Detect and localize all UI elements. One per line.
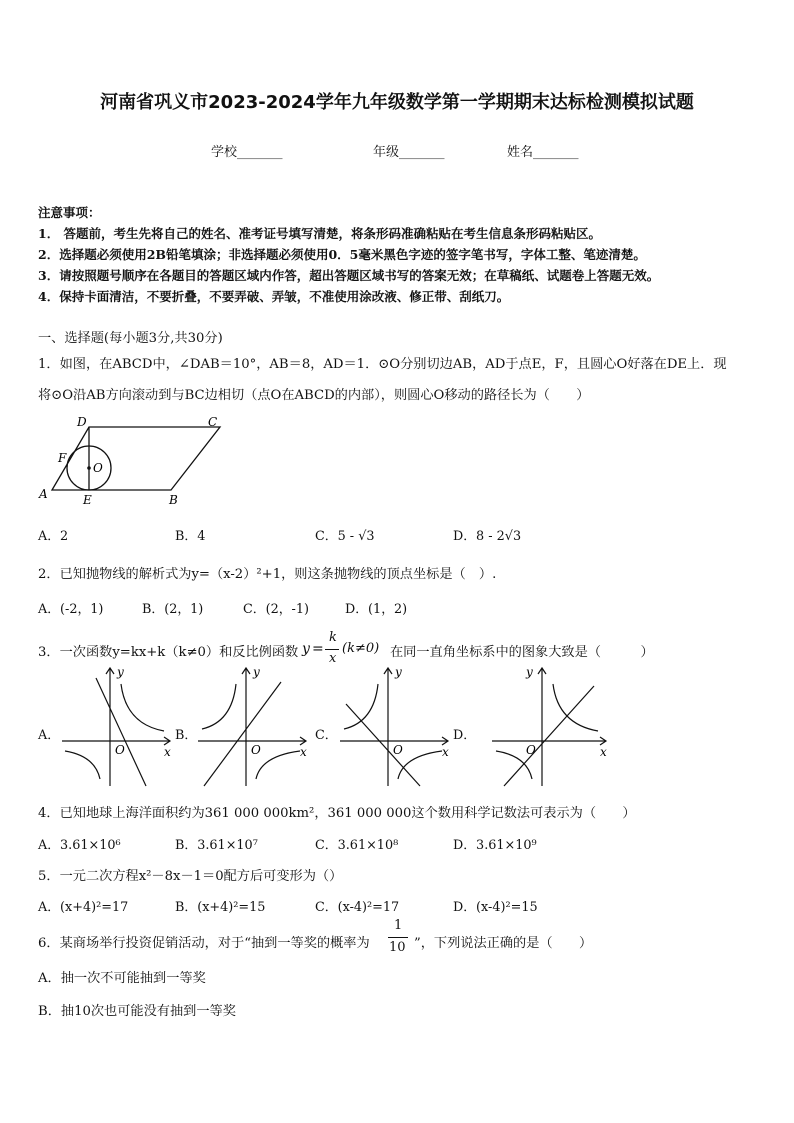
hyperbola-branch — [344, 684, 378, 729]
q2-option-a: A．(-2，1) — [38, 602, 104, 617]
linear-function-line — [346, 704, 420, 786]
y-label: y — [395, 665, 402, 679]
linear-function-line — [204, 682, 281, 786]
linear-function-line — [504, 686, 594, 786]
q5-option-c: C．(x-4)²=17 — [315, 900, 400, 915]
q1-option-d: D．8 - 2√3 — [453, 529, 522, 544]
fraction-bar — [388, 937, 408, 938]
y-label: y — [526, 665, 533, 679]
origin-label: O — [526, 743, 536, 757]
q3-graph-a — [60, 664, 175, 789]
q2-option-c: C．(2，-1) — [243, 602, 309, 617]
q4-option-a: A．3.61×10⁶ — [38, 838, 121, 853]
hyperbola-branch — [65, 751, 100, 779]
q6-fraction — [386, 918, 412, 960]
name-field: 姓名_______ — [507, 145, 579, 160]
section-heading: 一、选择题(每小题3分,共30分) — [38, 331, 223, 346]
y-label: y — [117, 665, 124, 679]
school-field: 学校_______ — [211, 145, 283, 160]
hyperbola-branch — [202, 684, 236, 729]
q5-stem: 5．一元二次方程x²－8x－1＝0配方后可变形为（） — [38, 869, 343, 884]
q5-option-a: A．(x+4)²=17 — [38, 900, 129, 915]
q6-stem-b: ”，下列说法正确的是（ ） — [414, 936, 593, 951]
origin-label: O — [393, 743, 403, 757]
formula-equals: = — [312, 641, 324, 657]
q1-parallelogram-figure — [30, 412, 240, 512]
notice-heading: 注意事项： — [38, 205, 101, 220]
page-title: 河南省巩义市2023-2024学年九年级数学第一学期期末达标检测模拟试题 — [100, 92, 694, 113]
q1-option-a: A．2 — [38, 529, 69, 544]
q3-stem-b: 在同一直角坐标系中的图象大致是（ ） — [390, 645, 654, 660]
fraction-denominator: 10 — [389, 940, 406, 955]
hyperbola-branch — [121, 684, 164, 731]
q3-graph-d — [490, 664, 610, 789]
q4-option-b: B．3.61×10⁷ — [175, 838, 258, 853]
origin-label: O — [251, 743, 261, 757]
formula-numerator: k — [329, 630, 337, 645]
label-o: O — [93, 461, 103, 475]
notice-item: 1． 答题前，考生先将自己的姓名、准考证号填写清楚，将条形码准确粘贴在考生信息条形码粘贴区。 — [38, 226, 602, 241]
q3-option-a-label: A． — [38, 728, 61, 743]
q3-option-b-label: B． — [175, 728, 198, 743]
formula-denominator: x — [329, 651, 337, 666]
x-label: x — [164, 745, 171, 759]
fraction-numerator: 1 — [394, 918, 403, 933]
notice-item: 3．请按照题号顺序在各题目的答题区域内作答，超出答题区域书写的答案无效；在草稿纸、试题卷上答题无效。 — [38, 268, 660, 283]
parallelogram-shape — [52, 427, 220, 490]
q2-option-b: B．(2，1) — [142, 602, 204, 617]
q5-option-b: B．(x+4)²=15 — [175, 900, 266, 915]
label-e: E — [83, 493, 92, 507]
q4-option-c: C．3.61×10⁸ — [315, 838, 399, 853]
origin-label: O — [115, 743, 125, 757]
q3-stem-a: 3．一次函数y=kx+k（k≠0）和反比例函数 — [38, 645, 299, 660]
formula-fraction-bar — [325, 649, 339, 650]
q1-option-c: C．5 - √3 — [315, 529, 375, 544]
q2-stem: 2．已知抛物线的解析式为y=（x-2）²+1，则这条抛物线的顶点坐标是（ ）. — [38, 567, 497, 582]
formula-y: y — [302, 641, 310, 657]
q5-option-d: D．(x-4)²=15 — [453, 900, 538, 915]
formula-condition: (k≠0) — [342, 641, 380, 656]
q6-option-a: A．抽一次不可能抽到一等奖 — [38, 971, 206, 986]
x-label: x — [442, 745, 449, 759]
center-o — [87, 466, 91, 470]
linear-function-line — [96, 678, 146, 786]
q3-graph-c — [338, 664, 453, 789]
q6-option-b: B．抽10次也可能没有抽到一等奖 — [38, 1004, 236, 1019]
q6-stem-a: 6．某商场举行投资促销活动，对于“抽到一等奖的概率为 — [38, 936, 370, 951]
q4-option-d: D．3.61×10⁹ — [453, 838, 537, 853]
q3-graph-b — [196, 664, 311, 789]
notice-item: 4．保持卡面清洁，不要折叠，不要弄破、弄皱，不准使用涂改液、修正带、刮纸刀。 — [38, 289, 510, 304]
q3-option-d-label: D． — [453, 728, 477, 743]
x-label: x — [600, 745, 607, 759]
hyperbola-branch — [398, 751, 442, 779]
q4-stem: 4．已知地球上海洋面积约为361 000 000km²，361 000 000这个数用科学记数法可表示为（ ） — [38, 806, 636, 821]
label-f: F — [58, 451, 67, 465]
q1-stem-line1: 1．如图，在ABCD中，∠DAB＝10°，AB＝8，AD＝1．⊙O分别切边AB，AD于点E，F，且圆心O好落在DE上．现 — [38, 357, 727, 372]
hyperbola-branch — [256, 751, 300, 779]
x-label: x — [300, 745, 307, 759]
q1-stem-line2: 将⊙O沿AB方向滚动到与BC边相切（点O在ABCD的内部），则圆心O移动的路径长为（ ） — [38, 388, 590, 403]
q3-option-c-label: C． — [315, 728, 338, 743]
label-d: D — [77, 415, 87, 429]
y-label: y — [253, 665, 260, 679]
label-c: C — [208, 415, 218, 429]
label-b: B — [169, 493, 178, 507]
q1-option-b: B．4 — [175, 529, 206, 544]
notice-item: 2．选择题必须使用2B铅笔填涂；非选择题必须使用0．5毫米黑色字迹的签字笔书写，字体工整、笔迹清楚。 — [38, 247, 646, 262]
grade-field: 年级_______ — [373, 145, 445, 160]
label-a: A — [39, 487, 48, 501]
q2-option-d: D．(1，2) — [345, 602, 408, 617]
